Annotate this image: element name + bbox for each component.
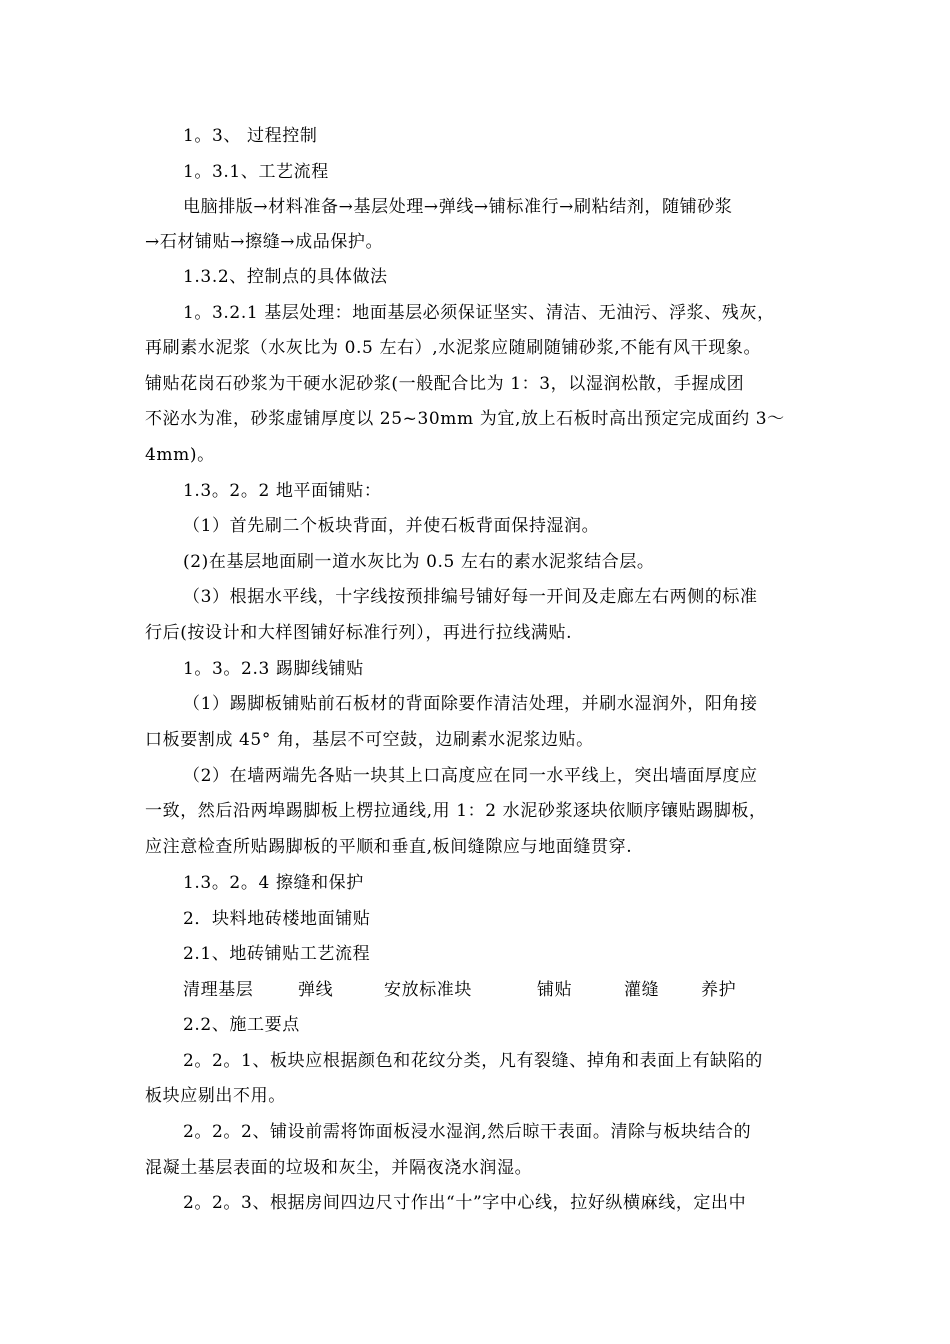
paragraph-line: 再刷素水泥浆（水灰比为 0.5 左右）,水泥浆应随刷随铺砂浆,不能有风干现象。	[145, 338, 762, 358]
paragraph-line: （2）在墙两端先各贴一块其上口高度应在同一水平线上，突出墙面厚度应	[183, 766, 758, 786]
paragraph-line: 2。2。3、根据房间四边尺寸作出“十”字中心线，拉好纵横麻线，定出中	[183, 1193, 747, 1213]
flow-step: 铺贴	[537, 980, 573, 1000]
heading-process-flow: 1。3.1、工艺流程	[183, 162, 329, 182]
heading-jointing-protection: 1.3。2。4 擦缝和保护	[183, 873, 364, 893]
paragraph-line: (2)在基层地面刷一道水灰比为 0.5 左右的素水泥浆结合层。	[183, 552, 655, 572]
paragraph-line: 一致，然后沿两埠踢脚板上楞拉通线,用 1：2 水泥砂浆逐块依顺序镶贴踢脚板，	[145, 801, 767, 821]
flow-step: 灌缝	[624, 980, 660, 1000]
heading-construction-points: 2.2、施工要点	[183, 1015, 300, 1035]
paragraph-line: 混凝土基层表面的垃圾和灰尘，并隔夜浇水润湿。	[145, 1158, 533, 1178]
paragraph-line: 板块应剔出不用。	[145, 1086, 286, 1106]
heading-skirting: 1。3。2.3 踢脚线铺贴	[183, 659, 364, 679]
paragraph-line: 4mm)。	[145, 445, 215, 465]
flow-step: 清理基层	[183, 980, 254, 1000]
paragraph-line: →石材铺贴→擦缝→成品保护。	[145, 232, 384, 252]
paragraph-line: 铺贴花岗石砂浆为干硬水泥砂浆(一般配合比为 1：3，以湿润松散，手握成团	[145, 374, 745, 394]
paragraph-line: 应注意检查所贴踢脚板的平顺和垂直,板间缝隙应与地面缝贯穿.	[145, 837, 633, 857]
paragraph-line: 口板要割成 45° 角，基层不可空鼓，边刷素水泥浆边贴。	[145, 730, 594, 750]
heading-process-control: 1。3、 过程控制	[183, 126, 318, 146]
paragraph-line: 2。2。1、板块应根据颜色和花纹分类，凡有裂缝、掉角和表面上有缺陷的	[183, 1051, 763, 1071]
flow-step: 养护	[701, 980, 737, 1000]
paragraph-line: （1）踢脚板铺贴前石板材的背面除要作清洁处理，并刷水湿润外，阳角接	[183, 694, 758, 714]
paragraph-line: （3）根据水平线，十字线按预排编号铺好每一开间及走廊左右两侧的标准	[183, 587, 758, 607]
paragraph-line: 2。2。2、铺设前需将饰面板浸水湿润,然后晾干表面。清除与板块结合的	[183, 1122, 752, 1142]
heading-control-points: 1.3.2、控制点的具体做法	[183, 267, 388, 287]
paragraph-line: 行后(按设计和大样图铺好标准行列），再进行拉线满贴.	[145, 623, 573, 643]
paragraph-line: 电脑排版→材料准备→基层处理→弹线→铺标准行→刷粘结剂，随铺砂浆	[183, 197, 733, 217]
process-flow-row	[183, 978, 783, 1002]
heading-tile-paving: 2．块料地砖楼地面铺贴	[183, 909, 371, 929]
heading-floor-paving: 1.3。2。2 地平面铺贴：	[183, 481, 382, 501]
flow-step: 弹线	[298, 980, 334, 1000]
flow-step: 安放标准块	[384, 980, 472, 1000]
heading-tile-process: 2.1、地砖铺贴工艺流程	[183, 944, 371, 964]
paragraph-line: 不泌水为准，砂浆虚铺厚度以 25~30mm 为宜,放上石板时高出预定完成面约 3～	[145, 409, 785, 429]
paragraph-line: （1）首先刷二个板块背面，并使石板背面保持湿润。	[183, 516, 600, 536]
paragraph-line: 1。3.2.1 基层处理：地面基层必须保证坚实、清洁、无油污、浮浆、残灰，	[183, 303, 775, 323]
